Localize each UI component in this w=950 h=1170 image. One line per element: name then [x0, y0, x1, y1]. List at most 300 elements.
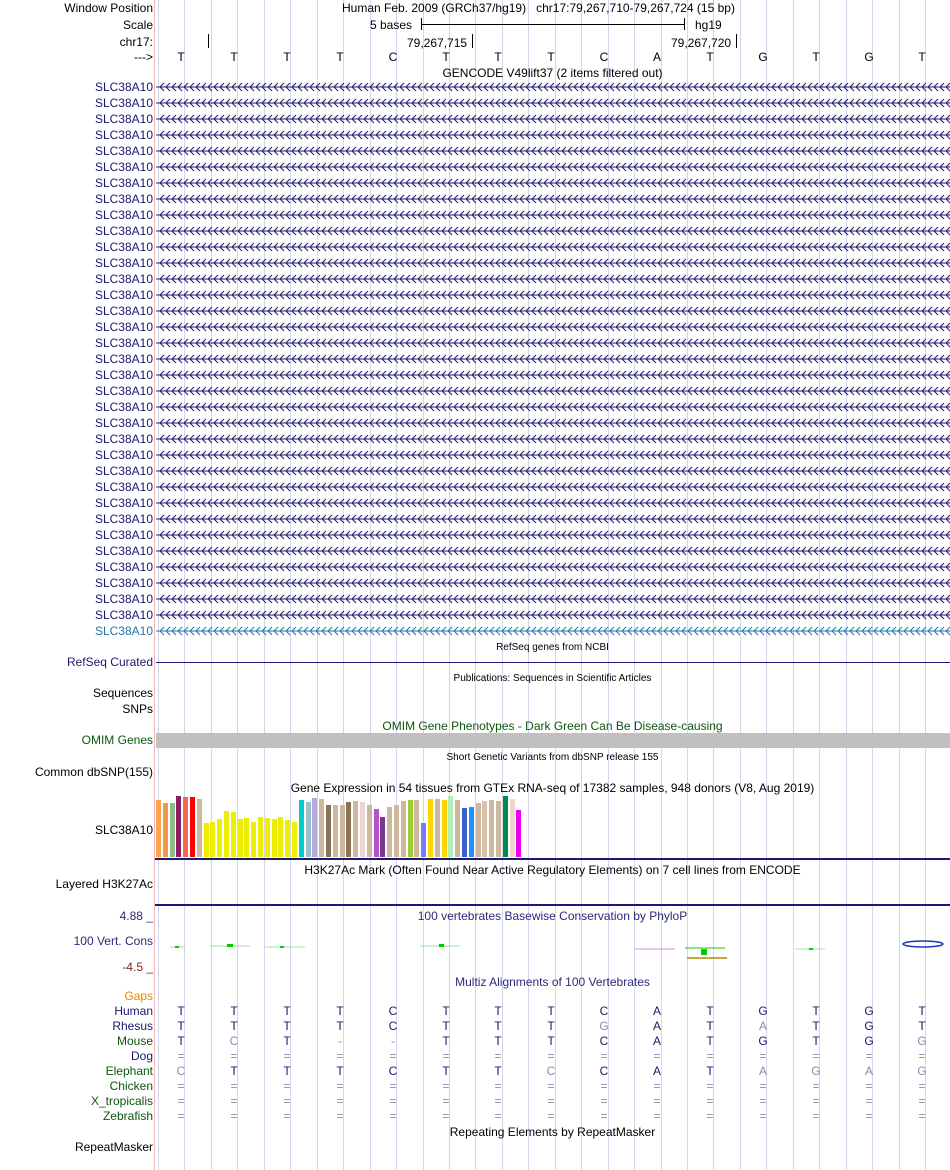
multiz-base: T — [547, 1034, 555, 1048]
gtex-tissue-bar[interactable] — [306, 802, 311, 857]
gencode-transcript-label[interactable]: SLC38A10 — [94, 272, 153, 286]
multiz-base: = — [865, 1049, 873, 1063]
gtex-tissue-bar[interactable] — [299, 800, 304, 857]
omim-track-label[interactable]: OMIM Genes — [81, 733, 153, 747]
multiz-base: = — [336, 1109, 344, 1123]
gtex-tissue-bar[interactable] — [238, 819, 243, 857]
multiz-base: T — [230, 1064, 238, 1078]
multiz-base: = — [336, 1094, 344, 1108]
gtex-tissue-bar[interactable] — [435, 799, 440, 857]
gtex-tissue-bar[interactable] — [285, 820, 290, 857]
gtex-tissue-bar[interactable] — [217, 819, 222, 857]
gtex-tissue-bar[interactable] — [510, 799, 515, 857]
multiz-base: = — [600, 1049, 608, 1063]
gencode-transcript-line[interactable] — [156, 482, 950, 492]
gtex-tissue-bar[interactable] — [408, 800, 413, 857]
gtex-tissue-bar[interactable] — [156, 800, 161, 857]
gencode-transcript-label[interactable]: SLC38A10 — [94, 448, 153, 462]
multiz-base: = — [759, 1109, 767, 1123]
gencode-transcript-line[interactable] — [156, 530, 950, 540]
gencode-transcript-label[interactable]: SLC38A10 — [94, 400, 153, 414]
gencode-transcript-label[interactable]: SLC38A10 — [94, 624, 153, 638]
multiz-base: T — [494, 1034, 502, 1048]
multiz-base: A — [758, 1064, 767, 1078]
multiz-species-label[interactable]: Elephant — [105, 1064, 153, 1078]
gencode-transcript-label[interactable]: SLC38A10 — [94, 608, 153, 622]
multiz-base: = — [336, 1049, 344, 1063]
gencode-transcript-label[interactable]: SLC38A10 — [94, 176, 153, 190]
gtex-tissue-bar[interactable] — [333, 805, 338, 857]
sequence-base: T — [442, 50, 450, 64]
refseq-gene-line[interactable] — [156, 662, 950, 663]
gencode-transcript-line[interactable] — [156, 386, 950, 396]
gencode-track-title[interactable]: GENCODE V49lift37 (2 items filtered out) — [442, 66, 663, 80]
multiz-base: = — [547, 1049, 555, 1063]
gtex-tissue-bar[interactable] — [448, 796, 453, 857]
gtex-tissue-bar[interactable] — [455, 800, 460, 857]
multiz-species-label[interactable]: Mouse — [116, 1034, 153, 1048]
refseq-track-title[interactable]: RefSeq genes from NCBI — [496, 642, 609, 653]
gencode-transcript-label[interactable]: SLC38A10 — [94, 144, 153, 158]
multiz-base: T — [283, 1019, 291, 1033]
sequence-base: G — [864, 50, 874, 64]
multiz-base: = — [442, 1094, 450, 1108]
gtex-tissue-bar[interactable] — [516, 810, 521, 857]
gtex-tissue-bar[interactable] — [319, 799, 324, 857]
multiz-base: = — [865, 1079, 873, 1093]
gencode-transcript-line[interactable] — [156, 130, 950, 140]
gencode-transcript-label[interactable]: SLC38A10 — [94, 560, 153, 574]
gtex-tissue-bar[interactable] — [421, 823, 426, 857]
gencode-transcript-line[interactable] — [156, 258, 950, 268]
multiz-base: G — [864, 1004, 874, 1018]
sequence-base: T — [336, 50, 344, 64]
multiz-base: T — [283, 1004, 291, 1018]
h3k27ac-track-label[interactable]: Layered H3K27Ac — [55, 877, 153, 891]
multiz-base: C — [599, 1064, 609, 1078]
sequence-base: C — [388, 50, 398, 64]
multiz-base: T — [494, 1004, 502, 1018]
multiz-base: G — [758, 1034, 768, 1048]
multiz-base: = — [283, 1109, 291, 1123]
multiz-species-label[interactable]: Dog — [130, 1049, 153, 1063]
multiz-base: = — [600, 1079, 608, 1093]
multiz-base: T — [494, 1019, 502, 1033]
multiz-base: C — [388, 1064, 398, 1078]
gtex-divider — [155, 858, 950, 860]
gencode-transcript-line[interactable] — [156, 578, 950, 588]
scale-bases-label: 5 bases — [370, 18, 413, 32]
gencode-transcript-line[interactable] — [156, 242, 950, 252]
gtex-tissue-bar[interactable] — [496, 801, 501, 857]
multiz-base: T — [918, 1004, 926, 1018]
gtex-tissue-bar[interactable] — [489, 800, 494, 857]
gtex-track-title[interactable]: Gene Expression in 54 tissues from GTEx RNA-seq of 17382 samples, 948 donors (V8, Aug 2019) — [290, 781, 815, 795]
multiz-base: C — [229, 1034, 239, 1048]
multiz-base: T — [494, 1064, 502, 1078]
multiz-base: - — [338, 1034, 342, 1048]
multiz-base: = — [865, 1109, 873, 1123]
gtex-tissue-bar[interactable] — [414, 800, 419, 857]
multiz-base: = — [759, 1094, 767, 1108]
multiz-base: A — [652, 1034, 661, 1048]
multiz-base: = — [706, 1094, 714, 1108]
h3k27ac-track-title[interactable]: H3K27Ac Mark (Often Found Near Active Regulatory Elements) on 7 cell lines from ENCODE — [304, 863, 801, 877]
sequence-base: T — [547, 50, 555, 64]
multiz-base: = — [442, 1109, 450, 1123]
multiz-base: = — [230, 1094, 238, 1108]
gencode-transcript-label[interactable]: SLC38A10 — [94, 192, 153, 206]
gencode-transcript-line[interactable] — [156, 354, 950, 364]
gtex-tissue-bar[interactable] — [278, 817, 283, 857]
sequence-base: T — [812, 50, 820, 64]
gtex-tissue-bar[interactable] — [183, 797, 188, 857]
scale-bar-left-tick — [421, 18, 422, 30]
sequence-base: A — [652, 50, 661, 64]
gencode-transcript-label[interactable]: SLC38A10 — [94, 288, 153, 302]
multiz-base: = — [653, 1049, 661, 1063]
multiz-base: T — [442, 1064, 450, 1078]
coord-tick-2 — [736, 34, 737, 48]
gtex-tissue-bar[interactable] — [428, 799, 433, 857]
multiz-base: = — [283, 1079, 291, 1093]
phylop-min-label: -4.5 _ — [122, 960, 153, 974]
gtex-tissue-bar[interactable] — [462, 808, 467, 857]
h3k27ac-divider — [155, 904, 950, 906]
multiz-base: T — [283, 1064, 291, 1078]
dbsnp-track-title[interactable]: Short Genetic Variants from dbSNP release 155 — [446, 752, 659, 763]
gencode-transcript-line[interactable] — [156, 546, 950, 556]
gencode-transcript-line[interactable] — [156, 146, 950, 156]
dbsnp-track-label[interactable]: Common dbSNP(155) — [34, 765, 153, 779]
refseq-track-label[interactable]: RefSeq Curated — [66, 655, 153, 669]
multiz-base: T — [442, 1004, 450, 1018]
gtex-tissue-bar[interactable] — [190, 797, 195, 857]
sequence-base: T — [494, 50, 502, 64]
sequence-base: T — [283, 50, 291, 64]
gencode-transcript-line[interactable] — [156, 82, 950, 92]
multiz-base: = — [547, 1079, 555, 1093]
phylop-track-label[interactable]: 100 Vert. Cons — [73, 934, 153, 948]
multiz-base: A — [758, 1019, 767, 1033]
gencode-transcript-label[interactable]: SLC38A10 — [94, 592, 153, 606]
gencode-transcript-line[interactable] — [156, 114, 950, 124]
multiz-base: = — [494, 1109, 502, 1123]
multiz-base: = — [759, 1049, 767, 1063]
gtex-tissue-bar[interactable] — [258, 817, 263, 857]
gencode-transcript-line[interactable] — [156, 498, 950, 508]
repeatmasker-track-label[interactable]: RepeatMasker — [74, 1140, 153, 1154]
multiz-base: = — [389, 1109, 397, 1123]
gtex-tissue-bar[interactable] — [231, 812, 236, 857]
coord-tick-1 — [472, 34, 473, 48]
multiz-base: = — [494, 1049, 502, 1063]
gtex-tissue-bar[interactable] — [476, 803, 481, 857]
multiz-base: = — [759, 1079, 767, 1093]
gtex-track-label[interactable]: SLC38A10 — [94, 823, 153, 837]
gencode-transcript-line[interactable] — [156, 514, 950, 524]
multiz-species-label[interactable]: Rhesus — [112, 1019, 153, 1033]
gtex-tissue-bar[interactable] — [251, 822, 256, 857]
position-readout: chr17:79,267,710-79,267,724 (15 bp) — [536, 1, 735, 15]
multiz-base: = — [600, 1094, 608, 1108]
phylop-plot[interactable] — [155, 930, 950, 966]
multiz-base: = — [547, 1094, 555, 1108]
gencode-transcript-line[interactable] — [156, 594, 950, 604]
gencode-transcript-label[interactable]: SLC38A10 — [94, 128, 153, 142]
omim-gene-bar[interactable] — [156, 733, 950, 748]
multiz-track-title[interactable]: Multiz Alignments of 100 Vertebrates — [455, 975, 650, 989]
gencode-transcript-label[interactable]: SLC38A10 — [94, 208, 153, 222]
multiz-base: = — [918, 1109, 926, 1123]
gtex-tissue-bar[interactable] — [340, 805, 345, 857]
snps-track-label[interactable]: SNPs — [122, 702, 153, 716]
multiz-base: = — [442, 1079, 450, 1093]
multiz-base: = — [389, 1079, 397, 1093]
gencode-transcript-label[interactable]: SLC38A10 — [94, 512, 153, 526]
multiz-base: G — [599, 1019, 609, 1033]
multiz-base: C — [388, 1004, 398, 1018]
assembly-title[interactable]: Human Feb. 2009 (GRCh37/hg19) chr17:79,267,710-79,267,724 (15 bp) — [342, 1, 735, 15]
gencode-transcript-line[interactable] — [156, 402, 950, 412]
gtex-tissue-bar[interactable] — [197, 799, 202, 857]
gtex-tissue-bar[interactable] — [312, 798, 317, 857]
gtex-tissue-bar[interactable] — [163, 803, 168, 857]
gencode-transcript-label[interactable]: SLC38A10 — [94, 496, 153, 510]
multiz-species-label[interactable]: Zebrafish — [102, 1109, 153, 1123]
gencode-transcript-label[interactable]: SLC38A10 — [94, 576, 153, 590]
multiz-base: A — [864, 1064, 873, 1078]
gencode-transcript-label[interactable]: SLC38A10 — [94, 304, 153, 318]
multiz-base: = — [918, 1079, 926, 1093]
gencode-transcript-label[interactable]: SLC38A10 — [94, 368, 153, 382]
multiz-base: = — [812, 1049, 820, 1063]
multiz-base: = — [494, 1094, 502, 1108]
multiz-base: A — [652, 1019, 661, 1033]
multiz-base: = — [230, 1109, 238, 1123]
multiz-base: G — [758, 1004, 768, 1018]
multiz-base: = — [389, 1049, 397, 1063]
gtex-tissue-bar[interactable] — [360, 802, 365, 857]
multiz-base: = — [177, 1109, 185, 1123]
multiz-base: T — [706, 1004, 714, 1018]
multiz-base: = — [812, 1109, 820, 1123]
multiz-base: T — [706, 1019, 714, 1033]
gencode-transcript-label[interactable]: SLC38A10 — [94, 160, 153, 174]
gencode-transcript-line[interactable] — [156, 450, 950, 460]
multiz-base: = — [812, 1079, 820, 1093]
gencode-transcript-line[interactable] — [156, 210, 950, 220]
gencode-transcript-line[interactable] — [156, 178, 950, 188]
gtex-tissue-bar[interactable] — [210, 822, 215, 857]
multiz-base: = — [494, 1079, 502, 1093]
gencode-transcript-line[interactable] — [156, 98, 950, 108]
gencode-transcript-label[interactable]: SLC38A10 — [94, 224, 153, 238]
gencode-transcript-line[interactable] — [156, 306, 950, 316]
gtex-tissue-bar[interactable] — [442, 800, 447, 857]
gtex-tissue-bar[interactable] — [204, 823, 209, 857]
multiz-base: = — [230, 1049, 238, 1063]
sequence-base: T — [918, 50, 926, 64]
multiz-base: = — [918, 1049, 926, 1063]
multiz-base: = — [706, 1109, 714, 1123]
gencode-transcript-label[interactable]: SLC38A10 — [94, 80, 153, 94]
gtex-tissue-bar[interactable] — [176, 796, 181, 857]
gencode-transcript-label[interactable]: SLC38A10 — [94, 112, 153, 126]
chrom-label: chr17: — [119, 35, 153, 49]
sequence-base: T — [230, 50, 238, 64]
gencode-transcript-line[interactable] — [156, 338, 950, 348]
multiz-base: T — [812, 1004, 820, 1018]
gencode-transcript-line[interactable] — [156, 562, 950, 572]
multiz-base: = — [389, 1094, 397, 1108]
multiz-base: = — [706, 1049, 714, 1063]
publications-track-label[interactable]: Sequences — [92, 686, 153, 700]
multiz-base: = — [600, 1109, 608, 1123]
multiz-base: = — [177, 1049, 185, 1063]
gencode-transcript-line[interactable] — [156, 434, 950, 444]
multiz-base: T — [442, 1019, 450, 1033]
gtex-tissue-bar[interactable] — [482, 801, 487, 857]
multiz-gaps-label[interactable]: Gaps — [124, 989, 153, 1003]
gencode-transcript-label[interactable]: SLC38A10 — [94, 464, 153, 478]
gtex-bar-chart[interactable] — [155, 796, 555, 857]
gencode-transcript-label[interactable]: SLC38A10 — [94, 432, 153, 446]
gencode-transcript-label[interactable]: SLC38A10 — [94, 416, 153, 430]
multiz-base: = — [547, 1109, 555, 1123]
sequence-base: C — [599, 50, 609, 64]
multiz-base: C — [599, 1004, 609, 1018]
multiz-base: T — [442, 1034, 450, 1048]
gencode-transcript-line[interactable] — [156, 194, 950, 204]
multiz-base: T — [283, 1034, 291, 1048]
multiz-base: = — [336, 1079, 344, 1093]
multiz-base: G — [811, 1064, 821, 1078]
multiz-species-label[interactable]: Chicken — [109, 1079, 153, 1093]
gtex-tissue-bar[interactable] — [374, 809, 379, 857]
multiz-species-label[interactable]: Human — [114, 1004, 153, 1018]
gencode-transcript-label[interactable]: SLC38A10 — [94, 544, 153, 558]
strand-label: ---> — [134, 50, 153, 64]
gencode-transcript-line[interactable] — [156, 290, 950, 300]
phylop-track-title[interactable]: 100 vertebrates Basewise Conservation by PhyloP — [417, 909, 688, 923]
scale-bar — [421, 24, 684, 25]
gencode-transcript-label[interactable]: SLC38A10 — [94, 480, 153, 494]
gencode-transcript-line[interactable] — [156, 274, 950, 284]
db-label: hg19 — [695, 18, 722, 32]
gtex-tissue-bar[interactable] — [394, 805, 399, 857]
gtex-tissue-bar[interactable] — [326, 805, 331, 857]
gencode-transcript-label[interactable]: SLC38A10 — [94, 96, 153, 110]
multiz-base: G — [917, 1064, 927, 1078]
multiz-base: - — [391, 1034, 395, 1048]
multiz-base: T — [177, 1004, 185, 1018]
gencode-transcript-line[interactable] — [156, 162, 950, 172]
coord-label-2: 79,267,720 — [671, 36, 732, 50]
scale-bar-right-tick — [684, 18, 685, 30]
multiz-base: T — [336, 1064, 344, 1078]
gtex-tissue-bar[interactable] — [387, 807, 392, 857]
gtex-tissue-bar[interactable] — [224, 811, 229, 857]
multiz-base: C — [599, 1034, 609, 1048]
multiz-base: = — [283, 1049, 291, 1063]
multiz-base: A — [652, 1064, 661, 1078]
omim-track-title[interactable]: OMIM Gene Phenotypes - Dark Green Can Be Disease-causing — [382, 719, 723, 733]
gtex-tissue-bar[interactable] — [469, 807, 474, 857]
scale-label: Scale — [122, 18, 153, 32]
multiz-base: = — [177, 1079, 185, 1093]
gencode-transcript-line[interactable] — [156, 610, 950, 620]
multiz-base: T — [230, 1019, 238, 1033]
gtex-tissue-bar[interactable] — [272, 819, 277, 857]
multiz-base: T — [547, 1004, 555, 1018]
gencode-transcript-label[interactable]: SLC38A10 — [94, 528, 153, 542]
multiz-base: = — [918, 1094, 926, 1108]
multiz-base: = — [177, 1094, 185, 1108]
multiz-base: T — [177, 1019, 185, 1033]
gencode-transcript-label[interactable]: SLC38A10 — [94, 320, 153, 334]
gtex-tissue-bar[interactable] — [353, 801, 358, 857]
multiz-base: G — [917, 1034, 927, 1048]
gencode-transcript-line[interactable] — [156, 418, 950, 428]
gencode-transcript-label[interactable]: SLC38A10 — [94, 336, 153, 350]
multiz-base: = — [442, 1049, 450, 1063]
gencode-transcript-label[interactable]: SLC38A10 — [94, 384, 153, 398]
multiz-base: C — [546, 1064, 556, 1078]
gencode-transcript-line[interactable] — [156, 370, 950, 380]
multiz-base: G — [864, 1019, 874, 1033]
multiz-base: = — [865, 1094, 873, 1108]
gtex-tissue-bar[interactable] — [401, 801, 406, 857]
multiz-species-label[interactable]: X_tropicalis — [90, 1094, 153, 1108]
multiz-base: G — [864, 1034, 874, 1048]
gtex-tissue-bar[interactable] — [292, 822, 297, 857]
gtex-tissue-bar[interactable] — [170, 803, 175, 857]
publications-track-title[interactable]: Publications: Sequences in Scientific Articles — [453, 673, 652, 684]
ruler-tick — [208, 34, 209, 48]
multiz-base: T — [812, 1034, 820, 1048]
multiz-base: C — [388, 1019, 398, 1033]
multiz-base: T — [918, 1019, 926, 1033]
gencode-transcript-label[interactable]: SLC38A10 — [94, 352, 153, 366]
multiz-base: T — [706, 1034, 714, 1048]
gencode-transcript-label[interactable]: SLC38A10 — [94, 256, 153, 270]
multiz-base: A — [652, 1004, 661, 1018]
gtex-tissue-bar[interactable] — [346, 802, 351, 857]
sequence-base: G — [758, 50, 768, 64]
phylop-max-label: 4.88 _ — [119, 909, 153, 923]
multiz-base: = — [230, 1079, 238, 1093]
label-divider — [154, 0, 155, 1170]
gtex-tissue-bar[interactable] — [367, 805, 372, 857]
gencode-transcript-line[interactable] — [156, 466, 950, 476]
multiz-base: = — [653, 1109, 661, 1123]
gencode-transcript-line[interactable] — [156, 626, 950, 636]
gtex-tissue-bar[interactable] — [265, 818, 270, 857]
gtex-tissue-bar[interactable] — [380, 817, 385, 857]
repeatmasker-track-title[interactable]: Repeating Elements by RepeatMasker — [449, 1125, 656, 1139]
gtex-tissue-bar[interactable] — [244, 818, 249, 857]
multiz-base: = — [706, 1079, 714, 1093]
multiz-base: T — [336, 1004, 344, 1018]
gencode-transcript-line[interactable] — [156, 226, 950, 236]
gencode-transcript-line[interactable] — [156, 322, 950, 332]
gencode-transcript-label[interactable]: SLC38A10 — [94, 240, 153, 254]
multiz-base: T — [177, 1034, 185, 1048]
gtex-tissue-bar[interactable] — [503, 796, 508, 857]
multiz-base: T — [547, 1019, 555, 1033]
multiz-base: = — [283, 1094, 291, 1108]
